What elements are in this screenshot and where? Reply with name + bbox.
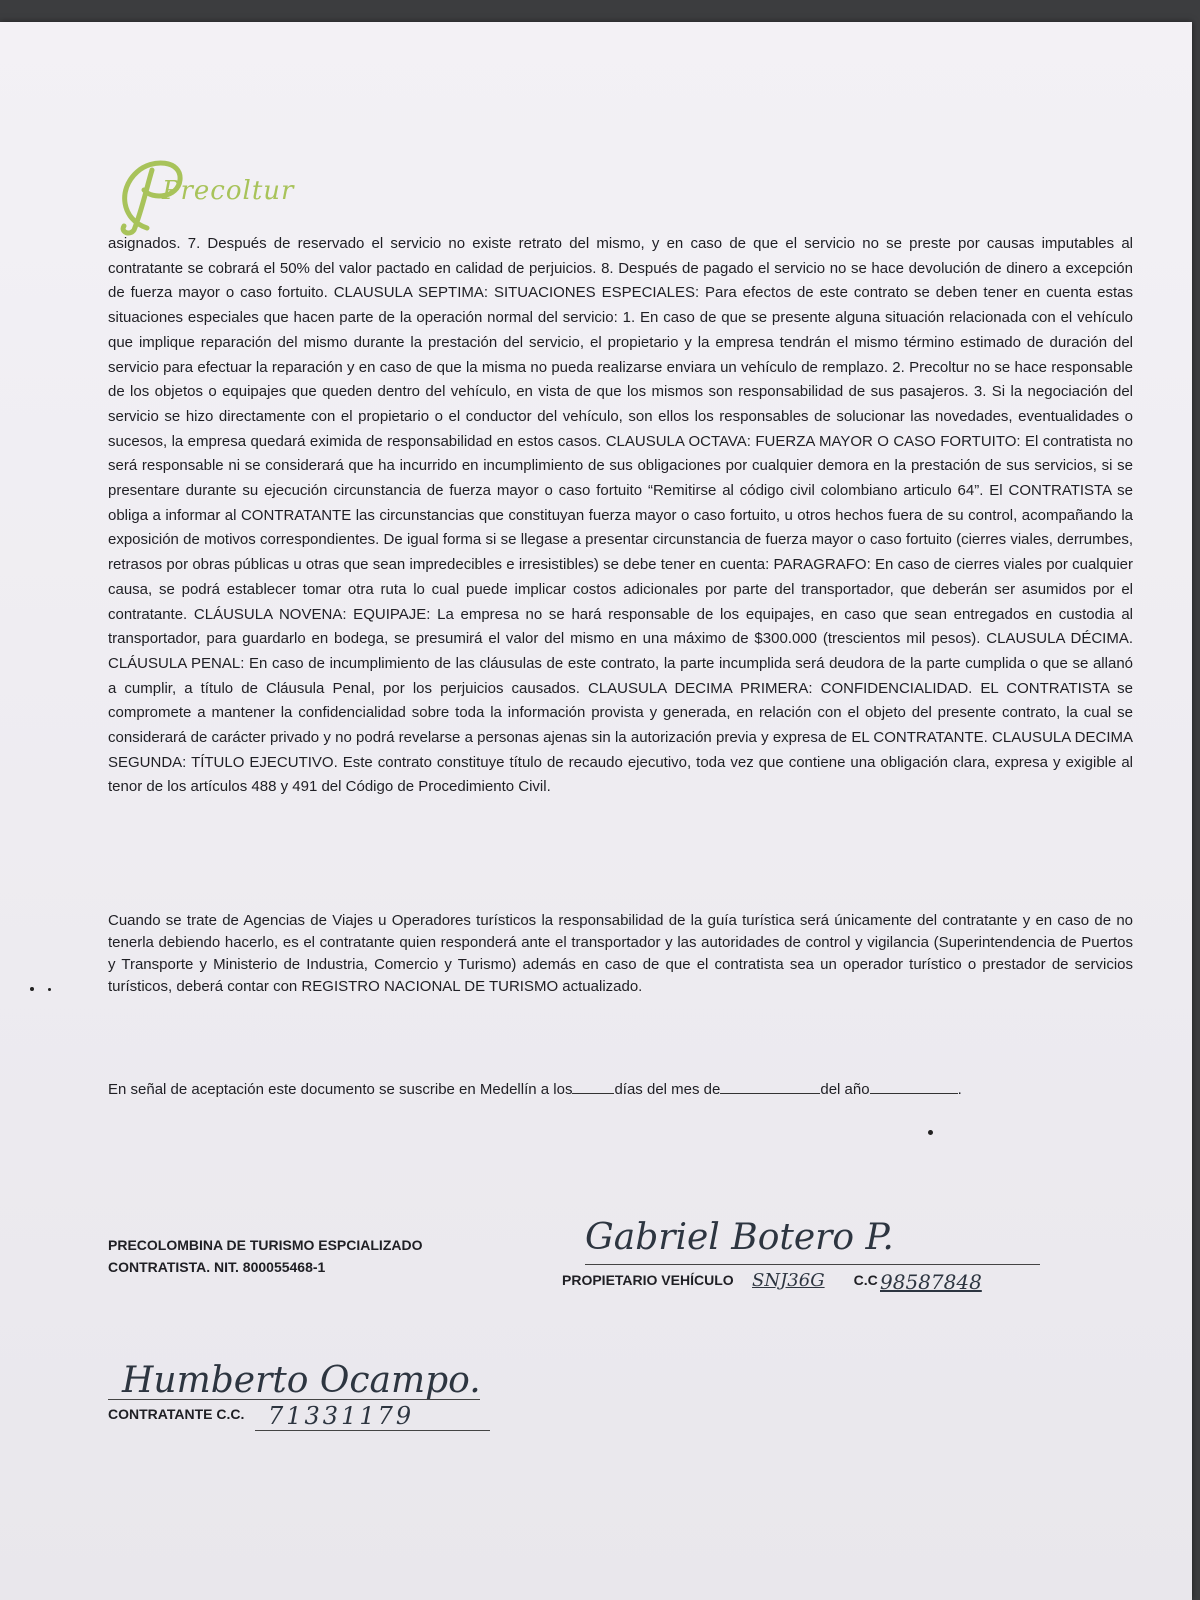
owner-handwritten-signature: Gabriel Botero P. [585, 1217, 894, 1258]
precoltur-logo [112, 150, 332, 240]
contratante-handwritten-signature: Humberto Ocampo. [122, 1360, 481, 1401]
stray-dot [30, 987, 34, 991]
day-blank[interactable] [572, 1079, 614, 1094]
stray-dot [928, 1130, 933, 1135]
propietario-vehiculo-label: PROPIETARIO VEHÍCULO [562, 1272, 734, 1288]
logo-brand-text: Precoltur [162, 176, 295, 206]
contract-agency-paragraph: Cuando se trate de Agencias de Viajes u Operadores turísticos la responsabilidad de la guía turística será únicamente del contratante y en caso de no tenerla debiendo hacerlo, es el contratante quien responderá ante el transportador y las autoridades de control y vigilancia (Superintendencia de Puertos y Transporte y Ministerio de Industria, Comercio y Turismo) además en caso de que el contratista sea un operador turístico o prestador de servicios turísticos, deberá contar con REGISTRO NACIONAL DE TURISMO actualizado. [108, 912, 1133, 995]
owner-signature-line [585, 1264, 1040, 1265]
document-page [0, 22, 1192, 1600]
year-blank[interactable] [870, 1079, 958, 1094]
contratista-nit: CONTRATISTA. NIT. 800055468-1 [108, 1259, 326, 1275]
propietario-cc-label: C.C [853, 1272, 878, 1288]
contratante-signature-line [108, 1399, 480, 1400]
contract-main-paragraph: asignados. 7. Después de reservado el servicio no existe retrato del mismo, y en caso de que el servicio no se preste por causas imputables al contratante se cobrará el 50% del valor pactado en calidad de perjuicios. 8. Después de pagado el servicio no se hace devolución de dinero a excepción de fuerza mayor o caso fortuito. CLAUSULA SEPTIMA: SITUACIONES ESPECIALES: Para efectos de este contrato se deben tener en cuenta estas situaciones especiales que hacen parte de la operación normal del servicio: 1. En caso de que se presente alguna situación relacionada con el vehículo que implique reparación del mismo durante la prestación del servicio, el propietario y la empresa tendrán el mismo término estimado de duración del servicio para efectuar la reparación y en caso de que la misma no pueda realizarse enviara un vehículo de remplazo. 2. Precoltur no se hace responsable de los objetos o equipajes que queden dentro del vehículo, en vista de que los mismos son responsabilidad de sus pasajeros. 3. Si la negociación del servicio se hizo directamente con el propietario o el conductor del vehículo, son ellos los responsables de solucionar las novedades, eventualidades o sucesos, la empresa quedará eximida de responsabilidad en estos casos. CLAUSULA OCTAVA: FUERZA MAYOR O CASO FORTUITO: El contratista no será responsable ni se considerará que ha incurrido en incumplimiento de sus obligaciones por cualquier demora en la prestación de sus servicios, si se presentare durante su ejecución circunstancia de fuerza mayor o caso fortuito “Remitirse al código civil colombiano articulo 64”. El CONTRATISTA se obliga a informar al CONTRATANTE las circunstancias que constituyan fuerza mayor o caso fortuito, u otros hechos fuera de su control, acompañando la exposición de motivos correspondientes. De igual forma si se llegase a presentar circunstancia de fuerza mayor o caso fortuito (cierres viales, derrumbes, retrasos por obras públicas u otras que sean impredecibles e irresistibles) se debe tener en cuenta: PARAGRAFO: En caso de cierres viales por cualquier causa, se podrá establecer tomar otra ruta lo cual puede implicar costos adicionales por parte del transportador, que deberán ser asumidos por el contratante. CLÁUSULA NOVENA: EQUIPAJE: La empresa no se hará responsable de los equipajes, en caso que sean entregados en custodia al transportador, para guardarlo en bodega, se presumirá el valor del mismo en una máximo de $300.000 (trescientos mil pesos). CLAUSULA DÉCIMA. CLÁUSULA PENAL: En caso de incumplimiento de las cláusulas de este contrato, la parte incumplida será deudora de la parte cumplida o que se allanó a cumplir, a título de Cláusula Penal, por los perjuicios causados. CLAUSULA DECIMA PRIMERA: CONFIDENCIALIDAD. EL CONTRATISTA se compromete a mantener la confidencialidad sobre toda la información provista y generada, en relación con el objeto del presente contrato, la cual se considerará de carácter privado y no podrá revelarse a personas ajenas sin la autorización previa y expresa de EL CONTRATANTE. CLAUSULA DECIMA SEGUNDA: TÍTULO EJECUTIVO. Este contrato constituye título de recaudo ejecutivo, toda vez que contiene una obligación clara, expresa y exigible al tenor de los artículos 488 y 491 del Código de Procedimiento Civil. [108, 235, 1133, 796]
acceptance-end: . [957, 1081, 962, 1098]
contratante-cc-line [255, 1430, 490, 1431]
contratista-company-name: PRECOLOMBINA DE TURISMO ESPCIALIZADO [108, 1237, 423, 1253]
owner-label-row [562, 1272, 878, 1288]
acceptance-text-2: días del mes de [614, 1081, 721, 1098]
contratante-cc-label: CONTRATANTE C.C. [108, 1406, 245, 1422]
contratista-signature-block [108, 1234, 423, 1278]
month-blank[interactable] [720, 1079, 820, 1094]
contratante-handwritten-cc: 71331179 [268, 1402, 415, 1430]
acceptance-statement [108, 1079, 962, 1098]
owner-handwritten-plate: SNJ36G [752, 1270, 825, 1291]
acceptance-text-1: En señal de aceptación este documento se suscribe en Medellín a los [108, 1081, 573, 1098]
stray-dot [48, 988, 51, 991]
acceptance-text-3: del año [820, 1081, 870, 1098]
owner-handwritten-cc: 98587848 [880, 1270, 982, 1294]
